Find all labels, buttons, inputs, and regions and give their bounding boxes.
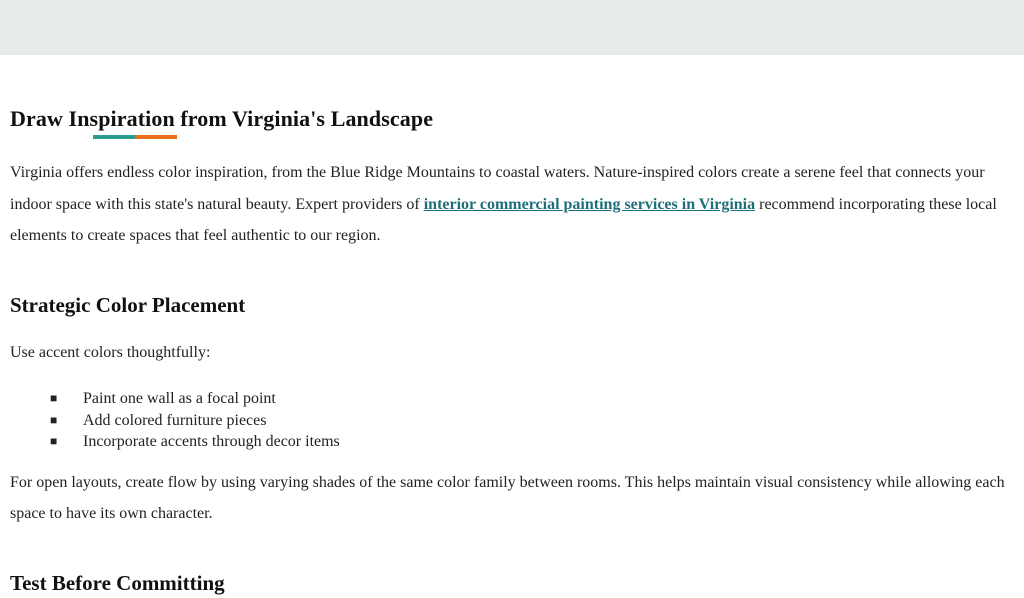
list-item [10,388,1010,410]
underline-orange-segment [135,135,177,139]
heading-landscape: Draw Inspiration from Virginia's Landscape [10,106,434,131]
list-item [10,431,1010,453]
list-item-text: Paint one wall as a focal point [83,390,276,407]
list-item-text: Add colored furniture pieces [83,411,267,429]
bullet-square-icon: ■ [50,434,58,448]
list-item-text: Incorporate accents through decor items [83,433,340,450]
intro-paragraph [10,157,1010,252]
heading-underline-accent [93,135,177,139]
intro-text-before-link: Virginia offers endless color inspiration, from the Blue Ridge Mountains to coastal waters. Nature-inspired colors create a serene feel that connects your indoor space with this state's natural beauty. Expert providers of [10,164,985,213]
heading-placement: Strategic Color Placement [10,292,246,317]
article-content [10,104,1010,598]
intro-text-after-link: recommend incorporating these local elements to create spaces that feel authentic to our region. [10,195,997,244]
heading-test: Test Before Committing [10,570,225,595]
list-item [10,410,1010,432]
bullet-square-icon: ■ [50,412,58,427]
underline-teal-segment [93,135,135,139]
top-bar [0,0,1024,55]
accent-intro: Use accent colors thoughtfully: [10,343,211,361]
flow-paragraph: For open layouts, create flow by using varying shades of the same color family between rooms. This helps maintain visual consistency while allowing each space to have its own character. [10,473,1005,522]
painting-services-link[interactable]: interior commercial painting services in Virginia [423,195,756,213]
bullet-square-icon: ■ [50,391,58,405]
accent-bullet-list [10,388,1010,453]
